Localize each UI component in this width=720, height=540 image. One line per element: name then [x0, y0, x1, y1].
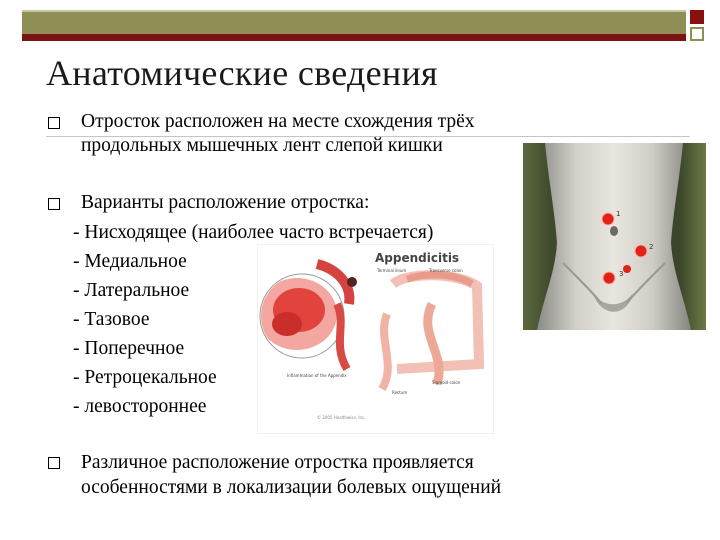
- appendicitis-illustration: [257, 244, 494, 434]
- illustration-copyright: © 2005 Healthwise, Inc.: [317, 415, 366, 420]
- bullet-square: [48, 198, 60, 210]
- bullet-text: Варианты расположение отростка:: [81, 192, 370, 213]
- illustration-label: Sigmoid colon: [432, 380, 461, 385]
- illustration-label: Transverse colon: [429, 268, 463, 273]
- corner-outline-square: [690, 27, 704, 41]
- variant-item: - левостороннее: [73, 396, 207, 417]
- illustration-label: Inflammation of the Appendix: [287, 373, 347, 378]
- bullet-text: продольных мышечных лент слепой кишки: [81, 135, 443, 156]
- bullet-text: Отросток расположен на месте схождения трёх: [81, 111, 475, 132]
- illustration-label: Terminal ileum: [377, 268, 407, 273]
- bullet-text: особенностями в локализации болевых ощущений: [81, 477, 502, 498]
- variant-item: - Тазовое: [73, 309, 150, 330]
- corner-red-square: [690, 10, 704, 24]
- torso-marker-label: 3: [619, 270, 624, 278]
- torso-marker-label: 2: [649, 243, 654, 251]
- illustration-label: Rectum: [392, 390, 408, 395]
- illustration-heading: Appendicitis: [375, 251, 460, 265]
- torso-photo: [523, 143, 706, 330]
- top-decor-bar: [22, 10, 686, 36]
- top-decor-red-stripe: [22, 34, 686, 41]
- bullet-square: [48, 117, 60, 129]
- variant-item: - Поперечное: [73, 338, 185, 359]
- bullet-text: Различное расположение отростка проявляется: [81, 452, 474, 473]
- slide-title: Анатомические сведения: [46, 53, 438, 93]
- variant-item: - Ретроцекальное: [73, 367, 217, 388]
- variant-item: - Медиальное: [73, 251, 187, 272]
- variant-item: - Нисходящее (наиболее часто встречается): [73, 222, 434, 243]
- variant-item: - Латеральное: [73, 280, 190, 301]
- bullet-square: [48, 457, 60, 469]
- torso-marker-label: 1: [616, 210, 621, 218]
